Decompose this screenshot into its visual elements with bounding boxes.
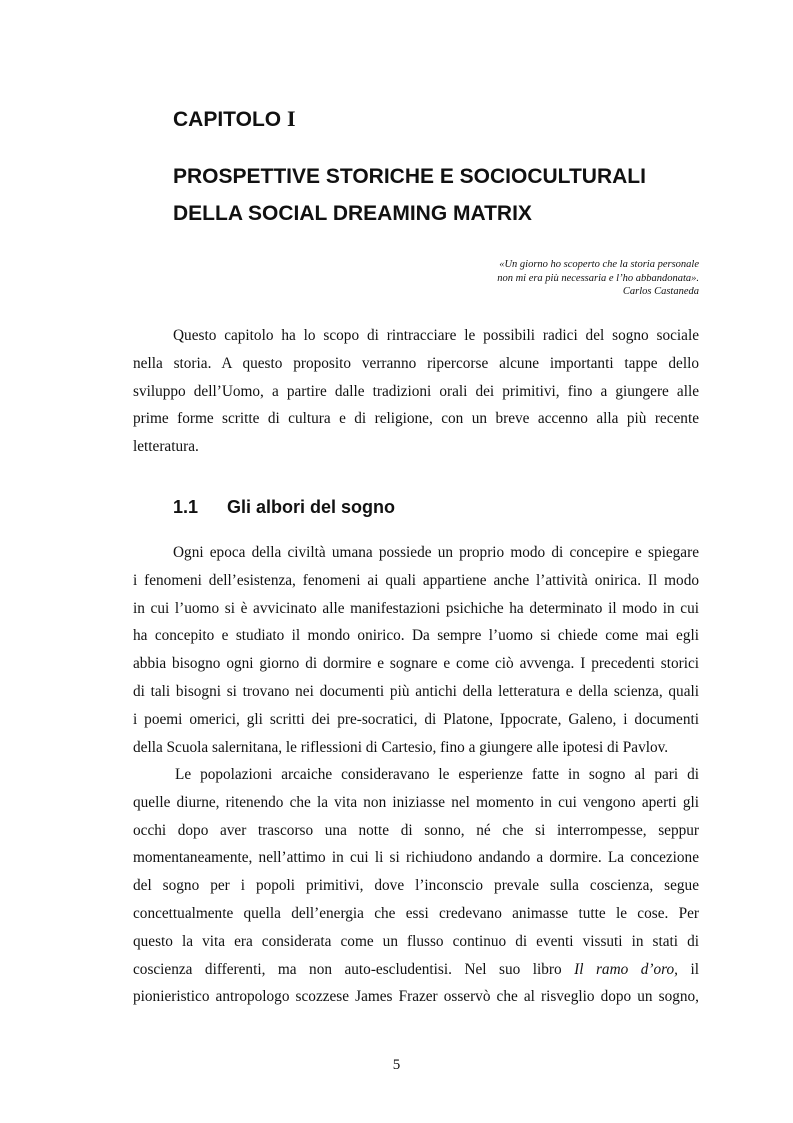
paragraph-line: nella storia. A questo proposito verranno ripercorse alcune importanti tappe dello bbox=[133, 354, 699, 372]
paragraph-line: Questo capitolo ha lo scopo di rintracciare le possibili radici del sogno sociale bbox=[173, 327, 699, 344]
line-text-after: il bbox=[678, 960, 700, 978]
paragraph-line: quelle diurne, ritenendo che la vita non iniziasse nel momento in cui vengono aperti gli bbox=[133, 793, 699, 811]
paragraph-2 bbox=[133, 539, 699, 761]
paragraph-line: pionieristico antropologo scozzese James Frazer osservò che al risveglio dopo un sogno, bbox=[133, 988, 699, 1006]
section-number: 1.1 bbox=[173, 497, 199, 517]
paragraph-line: prime forme scritte di cultura e di religione, con un breve accenno alla più recente bbox=[133, 410, 699, 428]
paragraph-line: della Scuola salernitana, le riflessioni di Cartesio, fino a giungere alle ipotesi di Pavlov. bbox=[133, 738, 669, 756]
paragraph-line: di tali bisogni si trovano nei documenti più antichi della letteratura e della scienza, quali bbox=[133, 682, 699, 700]
chapter-title-line-1: PROSPETTIVE STORICHE E SOCIOCULTURALI bbox=[173, 165, 646, 188]
paragraph-line: Ogni epoca della civiltà umana possiede un proprio modo di concepire e spiegare bbox=[173, 544, 699, 561]
paragraph-line: questo la vita era considerata come un flusso continuo di eventi vissuti in stati di bbox=[133, 932, 699, 950]
chapter-roman-numeral: I bbox=[286, 106, 296, 131]
paragraph-line: i poemi omerici, gli scritti dei pre-socratici, di Platone, Ippocrate, Galeno, i documenti bbox=[133, 710, 699, 728]
chapter-label bbox=[173, 106, 296, 132]
book-title: Il ramo d’oro, bbox=[574, 960, 679, 978]
intro-paragraph bbox=[133, 322, 699, 461]
chapter-title bbox=[173, 158, 733, 232]
paragraph-line: concettualmente quella dell’energia che essi credevano animasse tutte le cose. Per bbox=[133, 904, 699, 922]
paragraph-3 bbox=[133, 761, 699, 1011]
section-heading bbox=[173, 497, 395, 518]
paragraph-line: del sogno per i popoli primitivi, dove l’inconscio prevale sulla coscienza, segue bbox=[133, 877, 699, 895]
epigraph-line-1: «Un giorno ho scoperto che la storia personale bbox=[499, 259, 699, 270]
paragraph-line: sviluppo dell’Uomo, a partire dalle tradizioni orali dei primitivi, fino a giungere alle bbox=[133, 382, 699, 400]
line-text-before: coscienza differenti, ma non auto-escludentisi. Nel suo libro bbox=[133, 960, 575, 978]
page-number: 5 bbox=[392, 1057, 401, 1073]
paragraph-line: in cui l’uomo si è avvicinato alle manifestazioni psichiche ha determinato il modo in cui bbox=[133, 599, 699, 617]
epigraph-line-2: non mi era più necessaria e l’ho abbandonata». bbox=[497, 272, 699, 284]
epigraph bbox=[279, 258, 699, 299]
paragraph-line: i fenomeni dell’esistenza, fenomeni ai quali appartiene anche l’attività onirica. Il modo bbox=[133, 571, 699, 589]
paragraph-line: momentaneamente, nell’attimo in cui li si richiudono andando a dormire. La concezione bbox=[133, 849, 699, 867]
paragraph-line: letteratura. bbox=[133, 438, 199, 456]
paragraph-line: abbia bisogno ogni giorno di dormire e sognare e come ciò avvenga. I precedenti storici bbox=[133, 655, 699, 673]
chapter-title-line-2: DELLA SOCIAL DREAMING MATRIX bbox=[173, 202, 532, 225]
paragraph-line: ha concepito e studiato il mondo onirico. Da sempre l’uomo si chiede come mai egli bbox=[133, 627, 699, 645]
paragraph-line-with-title bbox=[133, 956, 699, 984]
chapter-label-text: CAPITOLO bbox=[173, 108, 282, 131]
section-title: Gli albori del sogno bbox=[227, 497, 396, 517]
epigraph-author: Carlos Castaneda bbox=[622, 286, 699, 297]
paragraph-line: occhi dopo aver trascorso una notte di sonno, né che si interrompesse, seppur bbox=[133, 821, 699, 839]
paragraph-line: Le popolazioni arcaiche consideravano le esperienze fatte in sogno al pari di bbox=[175, 766, 699, 783]
